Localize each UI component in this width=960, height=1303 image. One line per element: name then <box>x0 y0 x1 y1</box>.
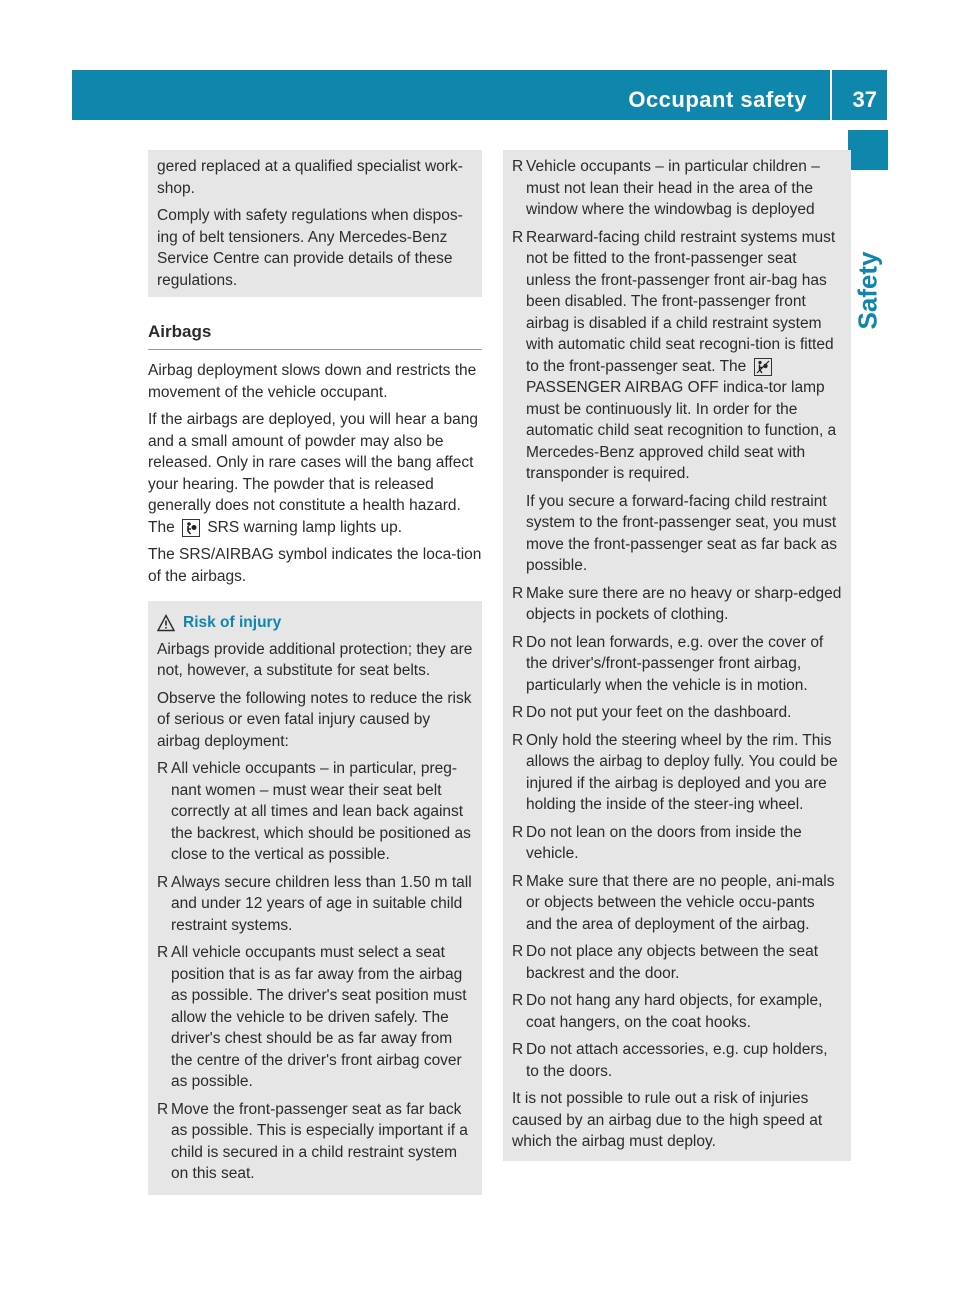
list-item <box>512 941 842 984</box>
list-item-text: Do not hang any hard objects, for example, coat hangers, on the coat hooks. <box>526 992 823 1031</box>
bullet-marker: R <box>157 1100 169 1118</box>
list-item <box>157 1099 473 1185</box>
right-column-box <box>503 150 851 1161</box>
list-item <box>512 822 842 865</box>
list-item <box>512 730 842 816</box>
list-item-text: Make sure there are no heavy or sharp-edged objects in pockets of clothing. <box>526 584 842 623</box>
closing-paragraph: It is not possible to rule out a risk of injuries caused by an airbag due to the high speed at which the airbag must deploy. <box>512 1090 823 1150</box>
list-item-text: Do not attach accessories, e.g. cup holders, to the doors. <box>526 1041 828 1080</box>
list-item-text: Only hold the steering wheel by the rim. This allows the airbag to deploy fully. You could be injured if the airbag is deployed and you are holding the inside of the steer-ing wheel. <box>526 731 838 813</box>
list-item <box>512 1039 842 1082</box>
list-item-text: Do not put your feet on the dashboard. <box>526 704 792 721</box>
bullet-marker: R <box>512 1041 524 1058</box>
left-column <box>148 150 482 1195</box>
side-tab-label: Safety <box>852 250 883 330</box>
body-paragraph: The SRS/AIRBAG symbol indicates the loca-tion of the airbags. <box>148 546 482 585</box>
list-item <box>512 871 842 936</box>
list-item <box>512 702 842 724</box>
bullet-marker: R <box>512 731 524 749</box>
intro-paragraph: Comply with safety regulations when dispos-ing of belt tensioners. Any Mercedes-Benz Service Centre can provide details of these regulations. <box>157 207 463 289</box>
body-text-after-icon: SRS warning lamp lights up. <box>207 518 403 536</box>
warning-paragraph: Observe the following notes to reduce the risk of serious or even fatal injury caused by airbag deployment: <box>157 689 472 750</box>
list-item-text: All vehicle occupants must select a seat position that is as far away from the airbag as possible. The driver's seat position must allow the vehicle to be driven safely. The driver's chest should be as far away from the centre of the driver's front airbag cover as possible. <box>171 944 467 1090</box>
bullet-marker: R <box>512 943 524 960</box>
list-item-text-before-icon: Rearward-facing child restraint systems must not be fitted to the front-passenger seat unless the front-passenger front air-bag has been disabled. The front-passenger front airbag is disabled if a child restraint system with automatic child seat recogni-tion is fitted to the front-passenger seat. The <box>526 228 836 375</box>
bullet-marker: R <box>157 760 169 777</box>
list-item-text: Do not lean forwards, e.g. over the cover of the driver's/front-passenger front airbag, particularly when the vehicle is in motion. <box>526 633 824 694</box>
list-item <box>512 583 842 626</box>
list-item-text: Vehicle occupants – in particular children – must not lean their head in the area of the window where the windowbag is deployed <box>526 158 820 218</box>
page-number: 37 <box>852 87 877 112</box>
section-title: Occupant safety <box>628 87 807 112</box>
body-text-before-icon: If the airbags are deployed, you will hear a bang and a small amount of powder may also be released. Only in rare cases will the bang affect your hearing. The powder that is released generally does not constitute a health hazard. The <box>148 411 479 536</box>
intro-box <box>148 150 482 297</box>
warning-triangle-icon <box>157 614 175 632</box>
body-paragraph <box>148 409 482 538</box>
side-block <box>848 130 888 170</box>
warning-paragraph: Airbags provide additional protection; they are not, however, a substitute for seat belts. <box>157 640 473 679</box>
body-paragraph: Airbag deployment slows down and restricts the movement of the vehicle occupant. <box>148 362 477 401</box>
bullet-marker: R <box>512 584 524 602</box>
right-bullet-list <box>512 156 842 1082</box>
passenger-airbag-off-icon <box>754 358 772 376</box>
list-item-text: Make sure that there are no people, ani-mals or objects between the vehicle occu-pants and the area of deployment of the airbag. <box>526 872 835 933</box>
list-item <box>512 632 842 697</box>
warning-bullet-list <box>157 758 473 1185</box>
list-item-text: Do not place any objects between the seat backrest and the door. <box>526 943 819 982</box>
list-item <box>157 942 473 1093</box>
bullet-marker: R <box>512 704 524 721</box>
bullet-marker: R <box>512 992 524 1009</box>
list-item <box>157 758 473 866</box>
list-item-text: Always secure children less than 1.50 m tall and under 12 years of age in suitable child restraint systems. <box>171 873 472 934</box>
bullet-marker: R <box>512 872 524 890</box>
bullet-marker: R <box>157 944 169 961</box>
list-item-text: Do not lean on the doors from inside the vehicle. <box>526 823 802 862</box>
warning-box <box>148 601 482 1195</box>
list-item-subparagraph: If you secure a forward-facing child restraint system to the front-passenger seat, you must move the front-passenger seat as far back as possible. <box>526 492 838 574</box>
intro-paragraph: gered replaced at a qualified specialist work-shop. <box>157 158 463 197</box>
bullet-marker: R <box>157 873 169 891</box>
side-tab <box>846 230 890 350</box>
airbags-body <box>148 360 482 587</box>
list-item-text-after-icon: PASSENGER AIRBAG OFF indica-tor lamp must be continuously lit. In order for the automatic child seat recognition to function, a Mercedes-Benz approved child seat with transponder is required. <box>526 379 837 482</box>
list-item <box>512 227 842 577</box>
bullet-marker: R <box>512 228 524 246</box>
list-item <box>157 872 473 937</box>
list-item-text: Move the front-passenger seat as far back as possible. This is especially important if a child is secured in a child restraint system on this seat. <box>171 1100 468 1182</box>
header-divider <box>830 70 832 120</box>
list-item <box>512 990 842 1033</box>
srs-airbag-icon <box>182 519 200 537</box>
bullet-marker: R <box>512 823 524 841</box>
bullet-marker: R <box>512 633 524 651</box>
list-item-text: All vehicle occupants – in particular, preg-nant women – must wear their seat belt correctly at all times and lean back against the backrest, which should be positioned as close to the vertical as possible. <box>171 760 471 863</box>
section-heading: Airbags <box>148 303 482 350</box>
list-item <box>512 156 842 221</box>
warning-title-text: Risk of injury <box>183 614 282 631</box>
bullet-marker: R <box>512 158 524 175</box>
header-band <box>72 70 887 120</box>
warning-title <box>157 612 473 634</box>
